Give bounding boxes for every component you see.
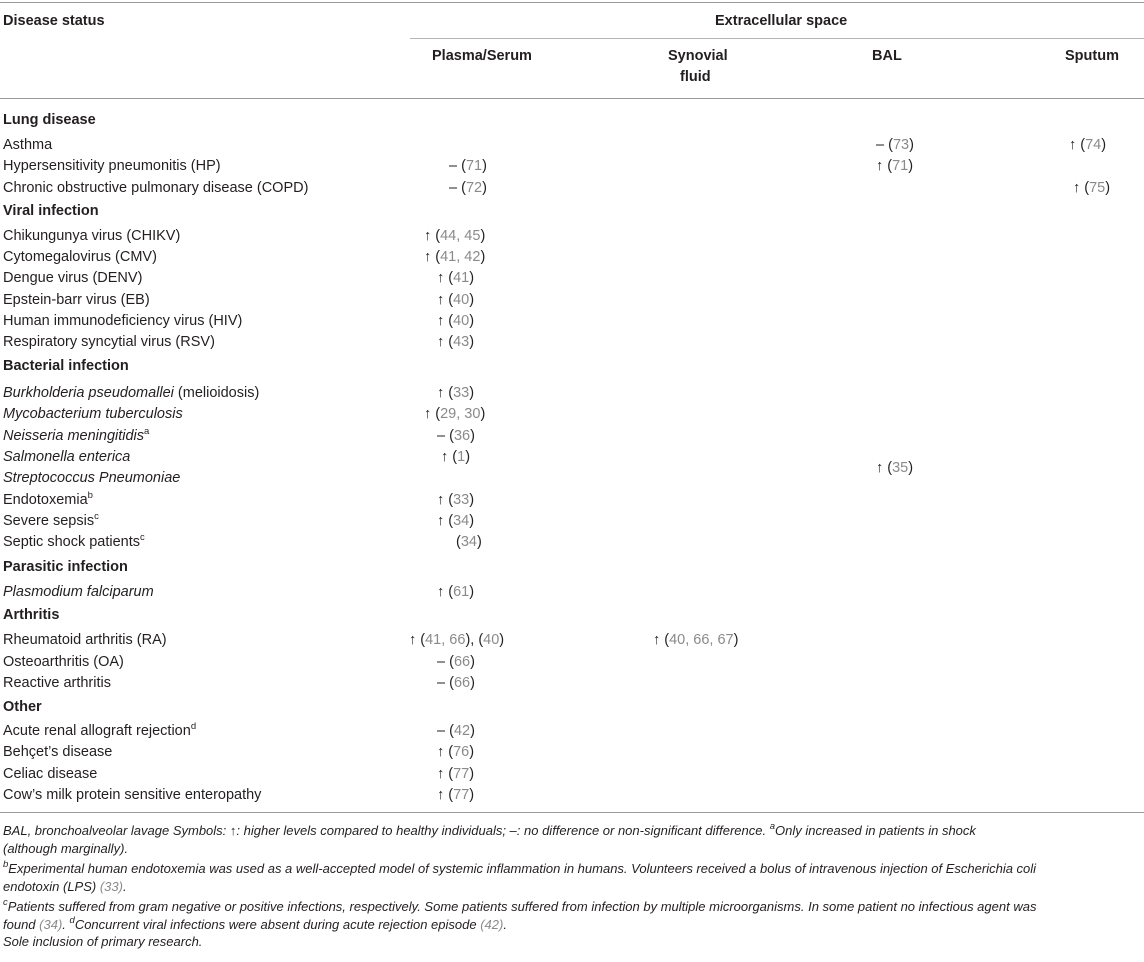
plasma-value: – (72) [449, 180, 487, 196]
row-name: Acute renal allograft rejection$^d$ [3, 721, 197, 739]
row-name: Neisseria meningitidis$^a$ [3, 426, 150, 444]
plasma-value: – (42) [437, 723, 475, 739]
section-title-bacterial: Bacterial infection [3, 358, 129, 374]
header-extracellular-space: Extracellular space [715, 13, 848, 29]
header-disease-status: Disease status [3, 13, 105, 29]
row-name: Cytomegalovirus (CMV) [3, 249, 157, 265]
plasma-value: ↑ (34) [437, 513, 475, 529]
header-divider [410, 38, 1144, 39]
section-title-other: Other [3, 699, 42, 715]
top-rule [0, 2, 1144, 3]
footnote-2: $^b$Experimental human endotoxemia was used as a well-accepted model of systemic inflammation in humans. Volunteers received a bolus of intravenous injection of Escherichia coli endotoxin (LPS) (33). [3, 859, 1037, 894]
plasma-value: ↑ (33) [437, 492, 475, 508]
plasma-value: ↑ (41, 66), (40) [409, 632, 505, 648]
header-fluid: fluid [680, 69, 711, 85]
plasma-value: ↑ (33) [437, 385, 475, 401]
row-name: Human immunodeficiency virus (HIV) [3, 313, 243, 329]
plasma-value: ↑ (1) [441, 449, 471, 465]
header-bottom-rule [0, 98, 1144, 99]
plasma-value: ↑ (43) [437, 334, 475, 350]
plasma-value: ↑ (76) [437, 744, 475, 760]
row-name: Asthma [3, 137, 53, 153]
plasma-value: – (66) [437, 654, 475, 670]
bal-value: ↑ (71) [876, 158, 914, 174]
plasma-value: (34) [456, 534, 482, 550]
header-sputum: Sputum [1065, 48, 1119, 64]
plasma-value: ↑ (40) [437, 292, 475, 308]
footnote-3: $^c$Patients suffered from gram negative or positive infections, respectively. Some patients suffered from infection by multiple microorganisms. In some patient no infectious agent was found (34). $^d$Concurrent viral infections were absent during acute rejection episode (42). [3, 897, 1037, 932]
section-title-viral: Viral infection [3, 203, 99, 219]
plasma-value: ↑ (40) [437, 313, 475, 329]
plasma-value: ↑ (61) [437, 584, 475, 600]
plasma-value: ↑ (41) [437, 270, 475, 286]
row-name: Plasmodium falciparum [3, 584, 154, 600]
row-name: Mycobacterium tuberculosis [3, 406, 183, 422]
row-name: Burkholderia pseudomallei (melioidosis) [3, 385, 260, 401]
plasma-value: – (36) [437, 428, 475, 444]
header-plasma-serum: Plasma/Serum [432, 48, 532, 64]
row-name: Respiratory syncytial virus (RSV) [3, 334, 215, 350]
row-name: Salmonella enterica [3, 449, 131, 465]
bal-value: – (73) [876, 137, 914, 153]
row-name: Reactive arthritis [3, 675, 111, 691]
row-name: Osteoarthritis (OA) [3, 654, 124, 670]
row-name: Rheumatoid arthritis (RA) [3, 632, 167, 648]
row-name: Chikungunya virus (CHIKV) [3, 228, 181, 244]
plasma-value: ↑ (44, 45) [424, 228, 486, 244]
table-bottom-rule [0, 812, 1144, 813]
section-title-arthritis: Arthritis [3, 607, 60, 623]
plasma-value: ↑ (41, 42) [424, 249, 486, 265]
row-name: Chronic obstructive pulmonary disease (COPD) [3, 180, 309, 196]
row-name: Streptococcus Pneumoniae [3, 470, 181, 486]
plasma-value: ↑ (77) [437, 787, 475, 803]
sputum-value: ↑ (74) [1069, 137, 1107, 153]
row-name: Endotoxemia$^b$ [3, 490, 93, 508]
row-name: Cow’s milk protein sensitive enteropathy [3, 787, 262, 803]
footnote-4: Sole inclusion of primary research. [3, 934, 203, 949]
footnote-1: BAL, bronchoalveolar lavage Symbols: ↑: higher levels compared to healthy individuals; –: no difference or non-significant difference. $^a$Only increased in patients in shock (although marginally). [3, 821, 976, 856]
synovial-value: ↑ (40, 66, 67) [653, 632, 739, 648]
plasma-value: – (71) [449, 158, 487, 174]
header-synovial: Synovial [668, 48, 728, 64]
sputum-value: ↑ (75) [1073, 180, 1111, 196]
plasma-value: – (66) [437, 675, 475, 691]
section-title-lung: Lung disease [3, 112, 96, 128]
row-name: Severe sepsis$^c$ [3, 511, 99, 529]
table-footnotes [3, 822, 1141, 951]
header-bal: BAL [872, 48, 902, 64]
row-name: Hypersensitivity pneumonitis (HP) [3, 158, 221, 174]
row-name: Epstein-barr virus (EB) [3, 292, 150, 308]
row-name: Behçet’s disease [3, 744, 113, 760]
plasma-value: ↑ (77) [437, 766, 475, 782]
plasma-value: ↑ (29, 30) [424, 406, 486, 422]
bal-value: ↑ (35) [876, 460, 914, 476]
row-name: Celiac disease [3, 766, 98, 782]
section-title-parasitic: Parasitic infection [3, 559, 128, 575]
row-name: Septic shock patients$^c$ [3, 532, 145, 550]
row-name: Dengue virus (DENV) [3, 270, 143, 286]
